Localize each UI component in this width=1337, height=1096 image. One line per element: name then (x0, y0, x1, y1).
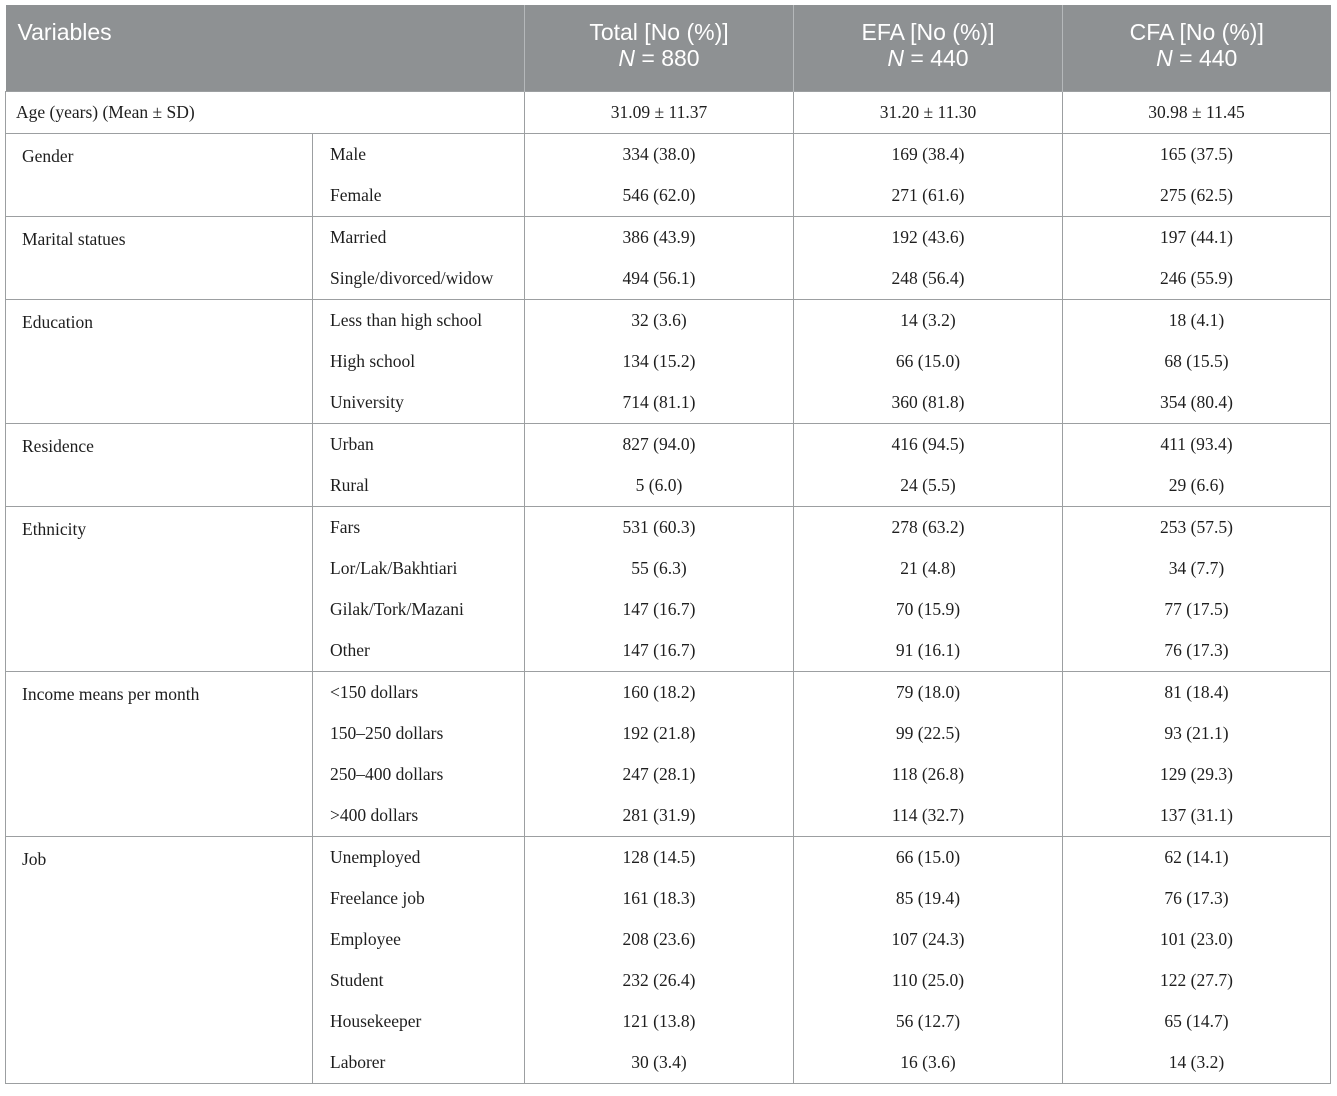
total-value: 30 (3.4) (525, 1042, 794, 1084)
efa-value: 56 (12.7) (794, 1001, 1063, 1042)
category-label: Income means per month (6, 672, 313, 837)
cfa-value: 14 (3.2) (1063, 1042, 1331, 1084)
cfa-value: 18 (4.1) (1063, 300, 1331, 342)
subcategory-label: Freelance job (313, 878, 525, 919)
efa-value: 114 (32.7) (794, 795, 1063, 837)
age-label: Age (years) (Mean ± SD) (6, 92, 525, 134)
total-value: 192 (21.8) (525, 713, 794, 754)
total-value: 208 (23.6) (525, 919, 794, 960)
header-variables: Variables (6, 5, 525, 92)
total-value: 334 (38.0) (525, 134, 794, 176)
total-value: 281 (31.9) (525, 795, 794, 837)
cfa-value: 101 (23.0) (1063, 919, 1331, 960)
total-value: 134 (15.2) (525, 341, 794, 382)
subcategory-label: Housekeeper (313, 1001, 525, 1042)
subcategory-label: High school (313, 341, 525, 382)
header-total (525, 5, 794, 92)
total-value: 386 (43.9) (525, 217, 794, 259)
demographics-table (5, 5, 1331, 1084)
header-row (6, 5, 1331, 92)
subcategory-label: Rural (313, 465, 525, 507)
efa-value: 79 (18.0) (794, 672, 1063, 714)
total-value: 32 (3.6) (525, 300, 794, 342)
header-total-label: Total [No (%)] (589, 19, 729, 45)
subcategory-label: Single/divorced/widow (313, 258, 525, 300)
cfa-value: 68 (15.5) (1063, 341, 1331, 382)
efa-value: 192 (43.6) (794, 217, 1063, 259)
efa-value: 271 (61.6) (794, 175, 1063, 217)
cfa-value: 129 (29.3) (1063, 754, 1331, 795)
cfa-value: 197 (44.1) (1063, 217, 1331, 259)
efa-value: 21 (4.8) (794, 548, 1063, 589)
demographics-table-container (5, 5, 1330, 1084)
subcategory-label: Unemployed (313, 837, 525, 879)
cfa-value: 165 (37.5) (1063, 134, 1331, 176)
efa-value: 99 (22.5) (794, 713, 1063, 754)
age-row (6, 92, 1331, 134)
efa-value: 14 (3.2) (794, 300, 1063, 342)
table-row (6, 837, 1331, 879)
subcategory-label: Fars (313, 507, 525, 549)
table-row (6, 424, 1331, 466)
subcategory-label: Less than high school (313, 300, 525, 342)
category-label: Job (6, 837, 313, 1084)
category-label: Gender (6, 134, 313, 217)
cfa-value: 62 (14.1) (1063, 837, 1331, 879)
cfa-value: 122 (27.7) (1063, 960, 1331, 1001)
subcategory-label: Female (313, 175, 525, 217)
cfa-value: 137 (31.1) (1063, 795, 1331, 837)
subcategory-label: >400 dollars (313, 795, 525, 837)
age-efa: 31.20 ± 11.30 (794, 92, 1063, 134)
subcategory-label: 150–250 dollars (313, 713, 525, 754)
category-label: Education (6, 300, 313, 424)
efa-value: 70 (15.9) (794, 589, 1063, 630)
total-value: 232 (26.4) (525, 960, 794, 1001)
table-body (6, 92, 1331, 1084)
table-row (6, 134, 1331, 176)
header-efa-label: EFA [No (%)] (861, 19, 995, 45)
age-total: 31.09 ± 11.37 (525, 92, 794, 134)
category-label: Residence (6, 424, 313, 507)
efa-value: 360 (81.8) (794, 382, 1063, 424)
efa-value: 24 (5.5) (794, 465, 1063, 507)
cfa-value: 76 (17.3) (1063, 878, 1331, 919)
efa-value: 278 (63.2) (794, 507, 1063, 549)
cfa-value: 77 (17.5) (1063, 589, 1331, 630)
table-row (6, 300, 1331, 342)
age-cfa: 30.98 ± 11.45 (1063, 92, 1331, 134)
cfa-value: 29 (6.6) (1063, 465, 1331, 507)
efa-value: 248 (56.4) (794, 258, 1063, 300)
header-cfa-n: N = 440 (1156, 45, 1238, 71)
subcategory-label: Laborer (313, 1042, 525, 1084)
total-value: 161 (18.3) (525, 878, 794, 919)
cfa-value: 65 (14.7) (1063, 1001, 1331, 1042)
cfa-value: 354 (80.4) (1063, 382, 1331, 424)
cfa-value: 246 (55.9) (1063, 258, 1331, 300)
total-value: 494 (56.1) (525, 258, 794, 300)
subcategory-label: Other (313, 630, 525, 672)
cfa-value: 76 (17.3) (1063, 630, 1331, 672)
table-row (6, 672, 1331, 714)
cfa-value: 81 (18.4) (1063, 672, 1331, 714)
category-label: Ethnicity (6, 507, 313, 672)
total-value: 546 (62.0) (525, 175, 794, 217)
subcategory-label: Gilak/Tork/Mazani (313, 589, 525, 630)
cfa-value: 275 (62.5) (1063, 175, 1331, 217)
cfa-value: 411 (93.4) (1063, 424, 1331, 466)
header-total-n: N = 880 (618, 45, 700, 71)
total-value: 531 (60.3) (525, 507, 794, 549)
efa-value: 169 (38.4) (794, 134, 1063, 176)
total-value: 714 (81.1) (525, 382, 794, 424)
category-label: Marital statues (6, 217, 313, 300)
subcategory-label: Employee (313, 919, 525, 960)
cfa-value: 253 (57.5) (1063, 507, 1331, 549)
table-row (6, 217, 1331, 259)
table-header (6, 5, 1331, 92)
header-cfa-label: CFA [No (%)] (1129, 19, 1264, 45)
subcategory-label: University (313, 382, 525, 424)
header-cfa (1063, 5, 1331, 92)
subcategory-label: Urban (313, 424, 525, 466)
efa-value: 85 (19.4) (794, 878, 1063, 919)
total-value: 55 (6.3) (525, 548, 794, 589)
total-value: 247 (28.1) (525, 754, 794, 795)
cfa-value: 34 (7.7) (1063, 548, 1331, 589)
subcategory-label: 250–400 dollars (313, 754, 525, 795)
efa-value: 110 (25.0) (794, 960, 1063, 1001)
table-row (6, 507, 1331, 549)
total-value: 160 (18.2) (525, 672, 794, 714)
subcategory-label: <150 dollars (313, 672, 525, 714)
subcategory-label: Student (313, 960, 525, 1001)
subcategory-label: Male (313, 134, 525, 176)
total-value: 121 (13.8) (525, 1001, 794, 1042)
total-value: 128 (14.5) (525, 837, 794, 879)
efa-value: 91 (16.1) (794, 630, 1063, 672)
efa-value: 16 (3.6) (794, 1042, 1063, 1084)
total-value: 5 (6.0) (525, 465, 794, 507)
efa-value: 66 (15.0) (794, 837, 1063, 879)
efa-value: 107 (24.3) (794, 919, 1063, 960)
total-value: 147 (16.7) (525, 589, 794, 630)
subcategory-label: Lor/Lak/Bakhtiari (313, 548, 525, 589)
efa-value: 416 (94.5) (794, 424, 1063, 466)
efa-value: 118 (26.8) (794, 754, 1063, 795)
header-efa (794, 5, 1063, 92)
cfa-value: 93 (21.1) (1063, 713, 1331, 754)
header-efa-n: N = 440 (887, 45, 969, 71)
efa-value: 66 (15.0) (794, 341, 1063, 382)
total-value: 147 (16.7) (525, 630, 794, 672)
subcategory-label: Married (313, 217, 525, 259)
total-value: 827 (94.0) (525, 424, 794, 466)
